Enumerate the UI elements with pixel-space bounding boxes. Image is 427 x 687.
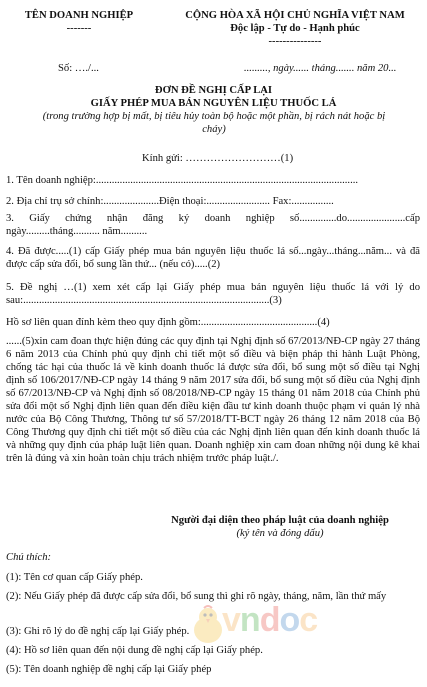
note-3: (3): Ghi rõ lý do đề nghị cấp lại Giấy phép.: [6, 626, 190, 637]
recipient: Kính gửi: ………………………(1): [142, 153, 294, 164]
republic-title: CỘNG HÒA XÃ HỘI CHỦ NGHĨA VIỆT NAM: [185, 10, 405, 21]
notes-heading: Chú thích:: [6, 552, 52, 563]
signature-title: Người đại diện theo pháp luật của doanh nghiệp: [171, 515, 389, 526]
item-reissue-request: 5. Đề nghị …(1) xem xét cấp lại Giấy phép mua bán nguyên liệu thuốc lá với lý do sau:.............................................................................................(3): [6, 282, 420, 306]
document-subtitle: (trong trường hợp bị mất, bị tiêu hủy toàn bộ hoặc một phần, bị rách nát hoặc bị cháy): [42, 111, 386, 135]
item-attached-documents: Hồ sơ liên quan đính kèm theo quy định gồm:............................................(4): [6, 317, 330, 328]
item-license-issued: 4. Đã được.....(1) cấp Giấy phép mua bán nguyên liệu thuốc lá số...ngày...tháng...năm... và đã được cấp sửa đổi, bổ sung lần thứ... (nếu có).....(2): [6, 246, 420, 270]
item-business-registration: 3. Giấy chứng nhận đăng ký doanh nghiệp số..............do......................cấp: [6, 213, 420, 224]
note-5: (5): Tên doanh nghiệp đề nghị cấp lại Giấy phép: [6, 664, 212, 675]
item-business-registration-date: ngày.........tháng.......... năm..........: [6, 226, 148, 237]
document-date: ........., ngày...... tháng....... năm 20...: [244, 63, 397, 74]
note-4: (4): Hồ sơ liên quan đến nội dung đề nghị cấp lại Giấy phép.: [6, 645, 263, 656]
company-name: TÊN DOANH NGHIỆP: [24, 10, 134, 21]
motto-dashes: ---------------: [268, 36, 322, 47]
note-1: (1): Tên cơ quan cấp Giấy phép.: [6, 572, 143, 583]
vndoc-watermark-logo: vndoc: [222, 601, 318, 639]
item-company-name: 1. Tên doanh nghiệp:...................................................................................................: [6, 175, 359, 186]
signature-note: (ký tên và đóng dấu): [236, 528, 324, 539]
document-title-line2: GIẤY PHÉP MUA BÁN NGUYÊN LIỆU THUỐC LÁ: [90, 98, 337, 109]
motto: Độc lập - Tự do - Hạnh phúc: [230, 23, 360, 34]
item-address: 2. Địa chỉ trụ sở chính:.....................Điện thoại:........................ Fax:................: [6, 196, 334, 207]
commitment-paragraph: ......(5)xin cam đoan thực hiện đúng các quy định tại Nghị định số 67/2013/NĐ-CP ngày 27 tháng 6 năm 2013 của Chính phủ quy định chi tiết một số điều và biện pháp thi hành Luật Phòng, chống tác hại của thuốc lá về kinh doanh thuốc lá được sửa đổi, bổ sung một số điều tại Nghị định số 106/2017/NĐ-CP ngày 14 tháng 9 năm 2017 sửa đổi, bổ sung một số điều của Nghị định số 67/2013/NĐ-CP và Nghị định số 08/2018/NĐ-CP ngày 15 tháng 01 năm 2018 của Chính phủ sửa đổi một số Nghị định liên quan đến điều kiện đầu tư kinh doanh thuộc phạm vi quản lý nhà nước của Bộ Công Thương, Thông tư số 57/2018/TT-BCT ngày 26 tháng 12 năm 2018 của Bộ Công Thương quy định chi tiết một số điều của các Nghị định liên quan đến kinh doanh thuốc lá và những quy định của pháp luật liên quan. Doanh nghiệp xin cam đoan những nội dung kê khai trên là đúng và xin hoàn toàn chịu trách nhiệm trước pháp luật./.: [6, 336, 420, 464]
note-2: (2): Nếu Giấy phép đã được cấp sửa đổi, bổ sung thì ghi rõ ngày, tháng, năm, lần thứ mấy: [6, 591, 387, 602]
document-title-line1: ĐƠN ĐỀ NGHỊ CẤP LẠI: [154, 85, 273, 96]
company-dashes: -------: [66, 23, 92, 34]
document-number: Số: …./...: [58, 63, 99, 74]
